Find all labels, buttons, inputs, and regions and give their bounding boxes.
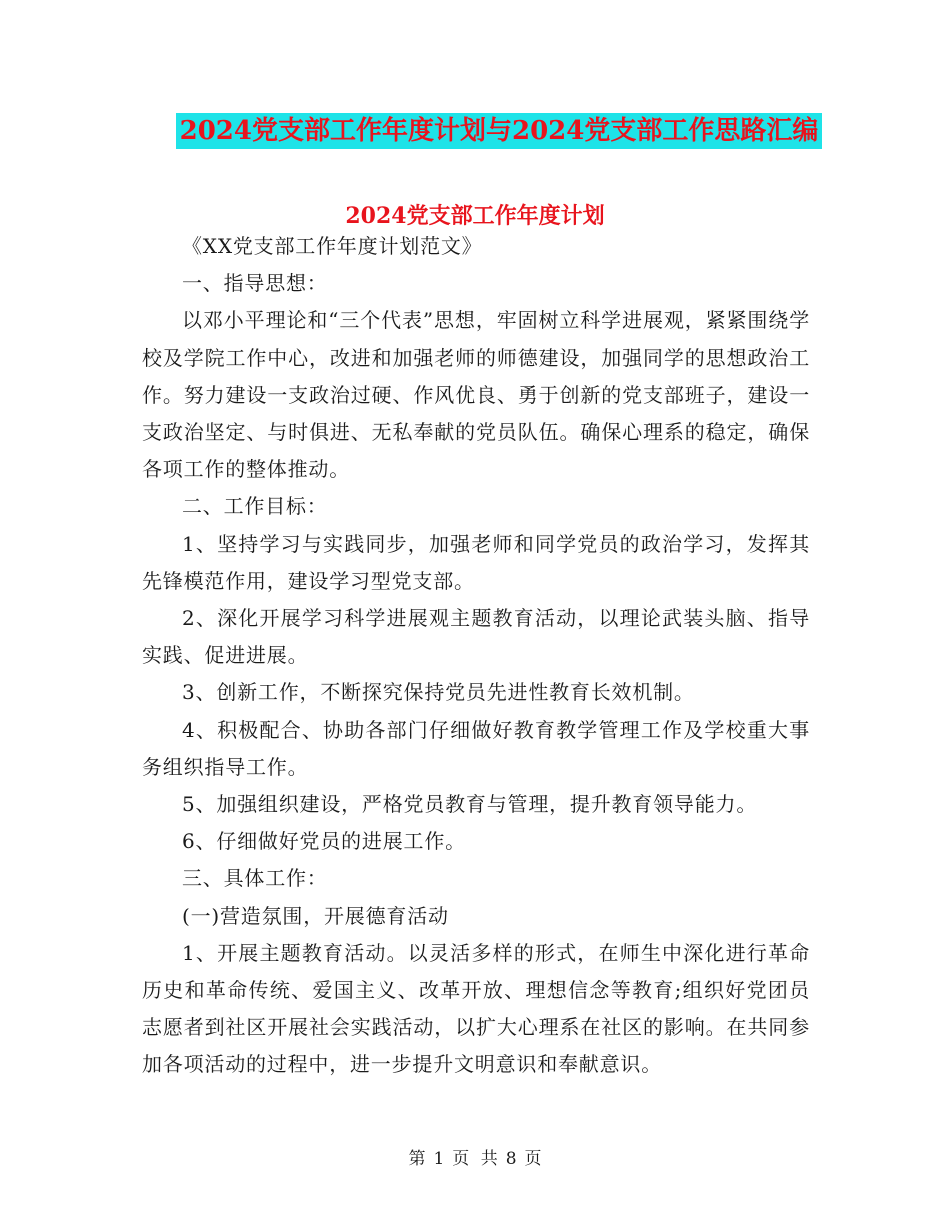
paragraph-heading-range: 《XX党支部工作年度计划范文》 (182, 234, 483, 258)
paragraph-section-guiding-ideology: 一、指导思想： (182, 271, 328, 296)
document-body (142, 228, 810, 1084)
document-title: 2024党支部工作年度计划与2024党支部工作思路汇编 (176, 113, 823, 149)
paragraph-goal-6: 6、仔细做好党员的进展工作。 (182, 829, 466, 854)
page-label-suffix: 页 (524, 1149, 542, 1169)
paragraph-subsection-1: (一)营造氛围，开展德育活动 (182, 903, 449, 928)
page-label-middle: 页 共 (452, 1149, 498, 1169)
paragraph-goal-4: 4、积极配合、协助各部门仔细做好教育教学管理工作及学校重大事务组织指导工作。 (142, 717, 810, 779)
page-label-prefix: 第 (408, 1149, 426, 1169)
page-footer (0, 1147, 950, 1171)
total-pages-number: 8 (505, 1149, 517, 1169)
paragraph-goal-1: 1、坚持学习与实践同步，加强老师和同学党员的政治学习，发挥其先锋模范作用，建设学习型党支部。 (142, 531, 810, 593)
paragraph-goal-5: 5、加强组织建设，严格党员教育与管理，提升教育领导能力。 (182, 792, 758, 817)
paragraph-activity-1: 1、开展主题教育活动。以灵活多样的形式，在师生中深化进行革命历史和革命传统、爱国主义、改革开放、理想信念等教育;组织好党团员志愿者到社区开展社会实践活动，以扩大心理系在社区的影响。在共同参加各项活动的过程中，进一步提升文明意识和奉献意识。 (142, 940, 810, 1077)
document-title-container (0, 113, 950, 149)
section-title: 2024党支部工作年度计划 (345, 203, 605, 229)
paragraph-guiding-ideology-body: 以邓小平理论和“三个代表”思想，牢固树立科学进展观，紧紧围绕学校及学院工作中心，改进和加强老师的师德建设，加强同学的思想政治工作。努力建设一支政治过硬、作风优良、勇于创新的党支部班子，建设一支政治坚定、与时俱进、无私奉献的党员队伍。确保心理系的稳定，确保各项工作的整体推动。 (142, 308, 810, 482)
current-page-number: 1 (433, 1149, 445, 1169)
paragraph-section-work-goals: 二、工作目标： (182, 494, 328, 519)
paragraph-goal-2: 2、深化开展学习科学进展观主题教育活动，以理论武装头脑、指导实践、促进进展。 (142, 606, 810, 668)
paragraph-goal-3: 3、创新工作，不断探究保持党员先进性教育长效机制。 (182, 680, 695, 705)
paragraph-section-specific-work: 三、具体工作： (182, 866, 328, 891)
